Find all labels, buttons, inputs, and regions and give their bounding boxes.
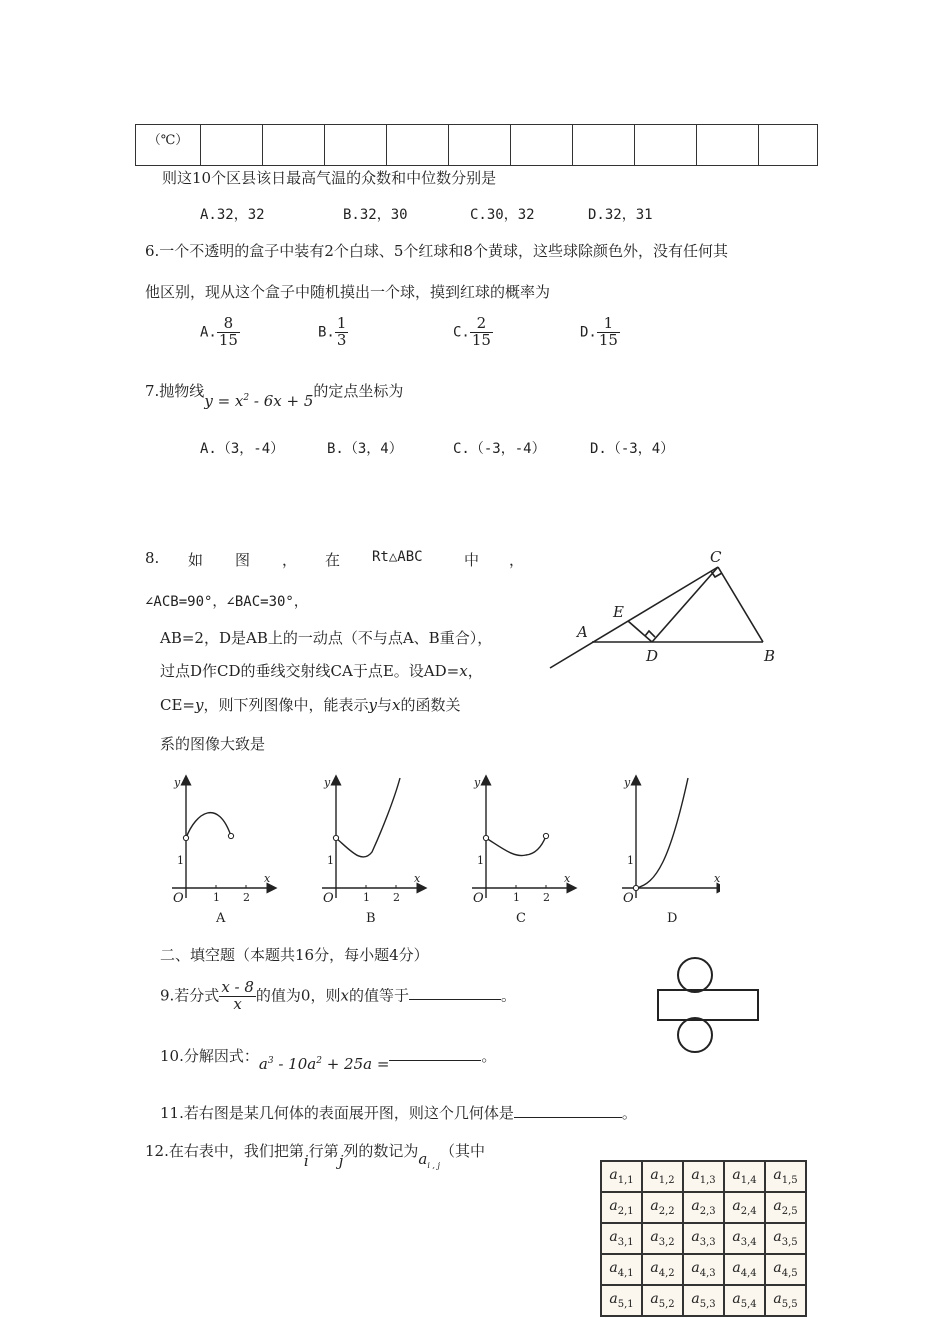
svg-text:1: 1	[177, 854, 184, 867]
matrix-cell: $a_{3,2}$	[642, 1223, 683, 1254]
graph-label-b: B	[366, 911, 376, 926]
svg-text:1: 1	[213, 891, 220, 904]
label-b: B	[764, 647, 776, 665]
svg-text:O: O	[323, 891, 334, 906]
matrix-cell: $a_{4,5}$	[765, 1254, 806, 1285]
graph-d	[622, 776, 720, 926]
svg-text:x: x	[264, 872, 271, 885]
answer-blank-10[interactable]	[389, 1060, 481, 1061]
q8-word: ，	[282, 551, 298, 569]
matrix-cell: $a_{3,5}$	[765, 1223, 806, 1254]
empty-cell	[263, 125, 325, 166]
matrix-cell: $a_{5,4}$	[724, 1285, 765, 1316]
q8-line5: CE=y，则下列图像中，能表示y与x的函数关	[160, 696, 461, 714]
matrix-cell: $a_{5,1}$	[601, 1285, 642, 1316]
svg-text:1: 1	[627, 854, 634, 867]
svg-text:x: x	[714, 872, 720, 885]
graph-b	[322, 776, 422, 926]
matrix-table	[600, 1160, 807, 1317]
q6-line1: 6.一个不透明的盒子中装有2个白球、5个红球和8个黄球，这些球除颜色外，没有任何其	[145, 242, 728, 260]
matrix-cell: $a_{4,4}$	[724, 1254, 765, 1285]
empty-cell	[325, 125, 387, 166]
q8-word: Rt△ABC	[372, 549, 423, 565]
matrix-cell: $a_{5,2}$	[642, 1285, 683, 1316]
q6-option-d: D. $\frac{1}{15}$	[580, 314, 618, 349]
q8-line6: 系的图像大致是	[160, 735, 266, 753]
answer-blank-9[interactable]	[409, 999, 501, 1000]
label-d: D	[646, 647, 659, 665]
q8-graphs	[160, 770, 720, 930]
q11: 11.若右图是某几何体的表面展开图，则这个几何体是 。	[160, 1104, 637, 1122]
matrix-cell: $a_{5,5}$	[765, 1285, 806, 1316]
q12: 12.在右表中，我们把第i行第j列的数记为$a_{i , j}$（其中	[145, 1142, 485, 1170]
q5-option-c: C.30，32	[470, 207, 535, 223]
matrix-row	[601, 1161, 806, 1192]
q5-option-b: B.32，30	[343, 207, 408, 223]
svg-text:y: y	[624, 776, 631, 789]
matrix-cell: $a_{1,1}$	[601, 1161, 642, 1192]
q6-line2: 他区别，现从这个盒子中随机摸出一个球，摸到红球的概率为	[145, 283, 551, 301]
matrix-cell: $a_{2,5}$	[765, 1192, 806, 1223]
q6-option-b: B. $\frac{1}{3}$	[318, 314, 347, 349]
section2-title: 二、填空题（本题共16分，每小题4分）	[160, 946, 429, 964]
q8-line3: AB=2，D是AB上的一动点（不与点A、B重合），	[160, 629, 493, 647]
svg-text:x: x	[414, 872, 421, 885]
matrix-cell: $a_{2,2}$	[642, 1192, 683, 1223]
empty-cell	[635, 125, 697, 166]
q6-option-c: C. $\frac{2}{15}$	[453, 314, 491, 349]
svg-text:1: 1	[327, 854, 334, 867]
q8-num: 8.	[145, 549, 160, 567]
q8-line2: ∠ACB=90°，∠BAC=30°，	[145, 594, 308, 610]
svg-text:2: 2	[393, 891, 400, 904]
matrix-row	[601, 1192, 806, 1223]
label-c: C	[710, 548, 722, 566]
matrix-cell: $a_{2,4}$	[724, 1192, 765, 1223]
label-a: A	[577, 623, 588, 641]
empty-cell	[573, 125, 635, 166]
matrix-row	[601, 1285, 806, 1316]
matrix-cell: $a_{1,5}$	[765, 1161, 806, 1192]
svg-text:y: y	[324, 776, 331, 789]
svg-text:1: 1	[477, 854, 484, 867]
answer-blank-11[interactable]	[514, 1117, 622, 1118]
empty-cell	[759, 125, 818, 166]
matrix-row	[601, 1254, 806, 1285]
svg-text:O: O	[473, 891, 484, 906]
q8-line4: 过点D作CD的垂线交射线CA于点E。设AD=x，	[160, 662, 483, 680]
svg-text:y: y	[174, 776, 181, 789]
label-e: E	[613, 603, 624, 621]
empty-cell	[449, 125, 511, 166]
graph-label-c: C	[516, 911, 526, 926]
q8-word: 图	[235, 551, 251, 569]
svg-text:2: 2	[243, 891, 250, 904]
svg-text:x: x	[564, 872, 571, 885]
q9: 9.若分式 $\frac{x - 8}{x}$ 的值为0，则x的值等于 。	[160, 978, 516, 1013]
matrix-cell: $a_{1,3}$	[683, 1161, 724, 1192]
empty-cell	[511, 125, 573, 166]
net-figure	[650, 955, 765, 1060]
empty-cell	[697, 125, 759, 166]
q6-option-a: A. $\frac{8}{15}$	[200, 314, 238, 349]
matrix-cell: $a_{1,2}$	[642, 1161, 683, 1192]
q10: 10.分解因式：$a^3 - 10a^2 + 25a$ = 。	[160, 1047, 497, 1073]
svg-text:O: O	[173, 891, 184, 906]
q7-stem: 7.抛物线$y = x^2 - 6x + 5$的定点坐标为	[145, 382, 404, 410]
q5-option-a: A.32，32	[200, 207, 265, 223]
matrix-cell: $a_{2,1}$	[601, 1192, 642, 1223]
q7-formula: $y = x^2 - 6x + 5$	[204, 392, 314, 410]
svg-text:y: y	[474, 776, 481, 789]
matrix-cell: $a_{1,4}$	[724, 1161, 765, 1192]
q8-word: 在	[325, 551, 341, 569]
graph-label-d: D	[667, 911, 678, 926]
svg-text:1: 1	[513, 891, 520, 904]
q7-option-b: B.（3，4）	[327, 441, 403, 457]
q5-stem: 则这10个区县该日最高气温的众数和中位数分别是	[162, 169, 497, 187]
matrix-cell: $a_{3,3}$	[683, 1223, 724, 1254]
q7-option-d: D.（-3，4）	[590, 441, 675, 457]
unit-cell: （℃）	[136, 125, 201, 166]
temperature-table	[135, 124, 818, 166]
q8-word: 如	[188, 551, 204, 569]
matrix-cell: $a_{3,4}$	[724, 1223, 765, 1254]
empty-cell	[201, 125, 263, 166]
matrix-cell: $a_{2,3}$	[683, 1192, 724, 1223]
matrix-cell: $a_{4,3}$	[683, 1254, 724, 1285]
matrix-cell: $a_{5,3}$	[683, 1285, 724, 1316]
q5-option-d: D.32，31	[588, 207, 653, 223]
q8-word: 中	[464, 551, 480, 569]
matrix-cell: $a_{4,1}$	[601, 1254, 642, 1285]
svg-text:1: 1	[363, 891, 370, 904]
graph-a	[172, 776, 272, 926]
matrix-row	[601, 1223, 806, 1254]
matrix-cell: $a_{3,1}$	[601, 1223, 642, 1254]
q8-word: ，	[509, 551, 525, 569]
matrix-cell: $a_{4,2}$	[642, 1254, 683, 1285]
graph-c	[472, 776, 572, 926]
q7-option-c: C.（-3，-4）	[453, 441, 546, 457]
q7-option-a: A.（3，-4）	[200, 441, 285, 457]
empty-cell	[387, 125, 449, 166]
svg-text:O: O	[623, 891, 634, 906]
triangle-figure	[540, 545, 800, 670]
svg-text:2: 2	[543, 891, 550, 904]
graph-label-a: A	[216, 911, 226, 926]
